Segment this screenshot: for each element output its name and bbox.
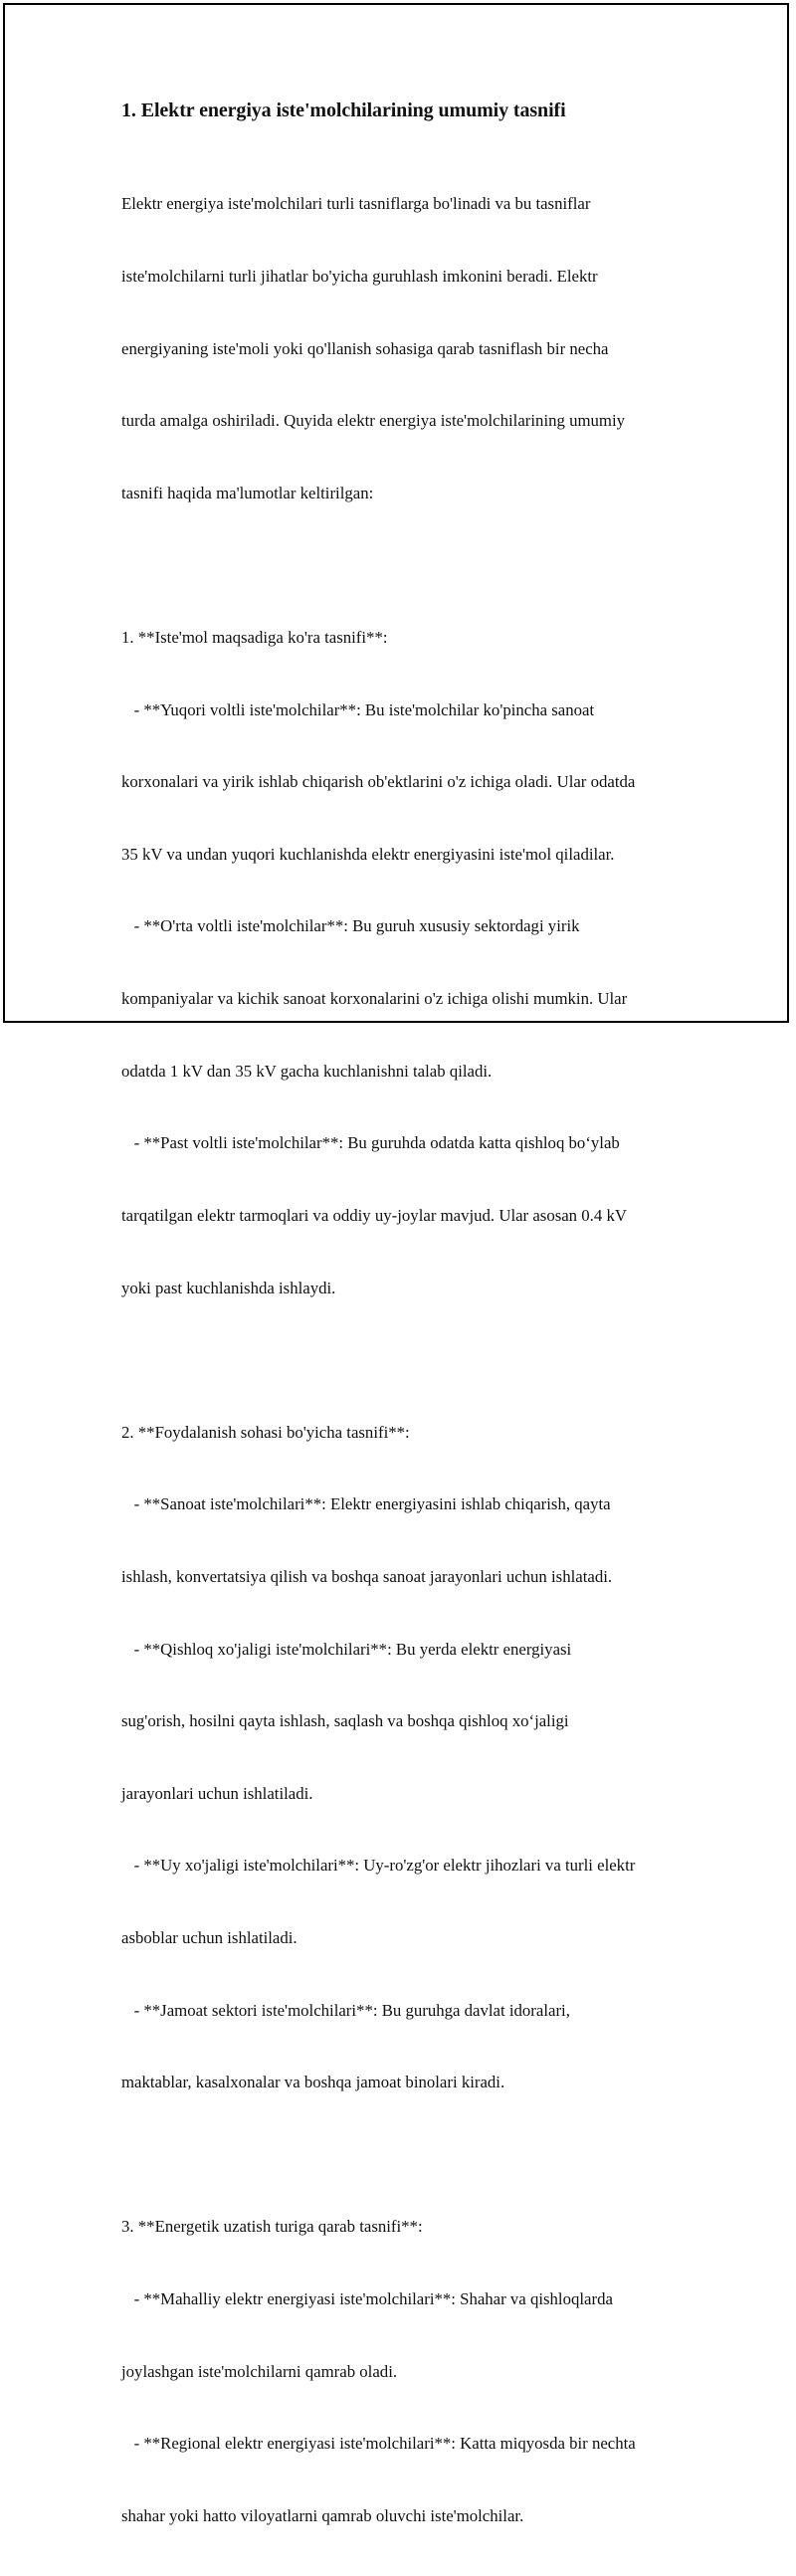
- body-line: yoki past kuchlanishda ishlaydi.: [121, 1278, 336, 1297]
- body-line: jarayonlari uchun ishlatiladi.: [121, 1783, 313, 1803]
- body-line: - **Qishloq xo'jaligi iste'molchilari**: Bu yerda elektr energiyasi: [121, 1639, 572, 1659]
- section-heading: 2. **Foydalanish sohasi bo'yicha tasnifi**:: [121, 1422, 410, 1442]
- blank-line: [121, 2143, 698, 2167]
- document-body: [121, 144, 698, 2576]
- body-line: kompaniyalar va kichik sanoat korxonalarini o'z ichiga olishi mumkin. Ular: [121, 989, 628, 1009]
- body-line: korxonalari va yirik ishlab chiqarish ob'ektlarini o'z ichiga oladi. Ular odatda: [121, 772, 636, 792]
- body-line: 35 kV va undan yuqori kuchlanishda elektr energiyasini iste'mol qiladilar.: [121, 844, 615, 864]
- section-heading: 3. **Energetik uzatish turiga qarab tasnifi**:: [121, 2217, 423, 2237]
- blank-line: [121, 1348, 698, 1372]
- body-line: - **Past voltli iste'molchilar**: Bu guruhda odatda katta qishloq bo‘ylab: [121, 1133, 620, 1153]
- section-heading: 1. **Iste'mol maqsadiga ko'ra tasnifi**:: [121, 628, 388, 648]
- body-line: - **Mahalliy elektr energiyasi iste'molchilari**: Shahar va qishloqlarda: [121, 2289, 613, 2309]
- body-line: tarqatilgan elektr tarmoqlari va oddiy uy-joylar mavjud. Ular asosan 0.4 kV: [121, 1205, 627, 1225]
- body-line: iste'molchilarni turli jihatlar bo'yicha guruhlash imkonini beradi. Elektr: [121, 267, 598, 287]
- body-line: tasnifi haqida ma'lumotlar keltirilgan:: [121, 483, 374, 502]
- body-line: - **Sanoat iste'molchilari**: Elektr energiyasini ishlab chiqarish, qayta: [121, 1494, 611, 1514]
- document-title: 1. Elektr energiya iste'molchilarining umumiy tasnifi: [121, 99, 566, 121]
- body-line: ishlash, konvertatsiya qilish va boshqa sanoat jarayonlari uchun ishlatadi.: [121, 1566, 613, 1586]
- body-line: - **Uy xo'jaligi iste'molchilari**: Uy-ro'zg'or elektr jihozlari va turli elektr: [121, 1856, 636, 1876]
- document-page: [121, 97, 698, 2576]
- body-line: Elektr energiya iste'molchilari turli tasniflarga bo'linadi va bu tasniflar: [121, 194, 591, 214]
- body-line: odatda 1 kV dan 35 kV gacha kuchlanishni talab qiladi.: [121, 1061, 493, 1081]
- page-border: [3, 3, 789, 2525]
- body-line: sug'orish, hosilni qayta ishlash, saqlash va boshqa qishloq xo‘jaligi: [121, 1711, 569, 1731]
- blank-line: [121, 553, 698, 577]
- body-line: - **Regional elektr energiyasi iste'molchilari**: Katta miqyosda bir nechta: [121, 2434, 636, 2454]
- body-line: energiyaning iste'moli yoki qo'llanish sohasiga qarab tasniflash bir necha: [121, 338, 609, 358]
- body-line: joylashgan iste'molchilarni qamrab oladi.: [121, 2361, 398, 2381]
- body-line: maktablar, kasalxonalar va boshqa jamoat binolari kiradi.: [121, 2073, 505, 2092]
- body-line: - **O'rta voltli iste'molchilar**: Bu guruh xususiy sektordagi yirik: [121, 916, 580, 936]
- body-line: - **Jamoat sektori iste'molchilari**: Bu guruhga davlat idoralari,: [121, 2000, 570, 2020]
- body-line: shahar yoki hatto viloyatlarni qamrab oluvchi iste'molchilar.: [121, 2505, 524, 2525]
- body-line: asboblar uchun ishlatiladi.: [121, 1928, 298, 1947]
- body-line: - **Yuqori voltli iste'molchilar**: Bu iste'molchilar ko'pincha sanoat: [121, 699, 595, 719]
- body-line: turda amalga oshiriladi. Quyida elektr energiya iste'molchilarining umumiy: [121, 411, 626, 431]
